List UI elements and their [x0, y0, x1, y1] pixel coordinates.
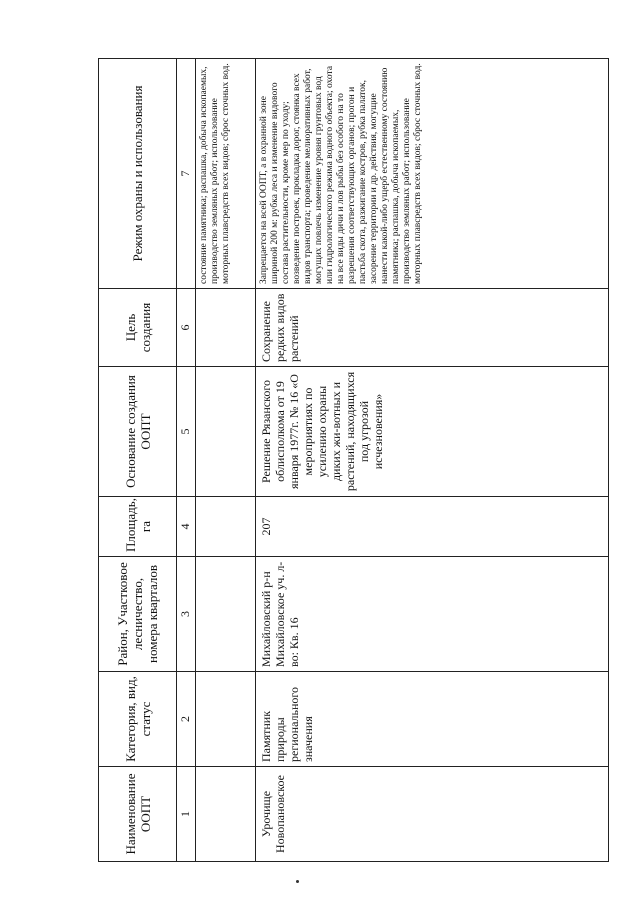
table-row [256, 59, 609, 862]
col-number: 6 [177, 289, 196, 367]
col-number: 2 [177, 672, 196, 767]
cell-empty [196, 497, 256, 557]
table-row-continuation [196, 59, 256, 862]
header-goal: Цель создания [99, 289, 177, 367]
header-row [99, 59, 177, 862]
header-area: Площадь, га [99, 497, 177, 557]
cell-empty [196, 672, 256, 767]
header-location: Район, Участковое лесничество, номера кварталов [99, 557, 177, 672]
cell-basis: Решение Рязанского облисполкома от 19 января 1977г. № 16 «О мероприятиях по усилению охраны диких жи-вотных и растений, находящихся под угрозой исчезновения» [256, 367, 609, 497]
col-number: 4 [177, 497, 196, 557]
col-number: 1 [177, 767, 196, 862]
cell-empty [196, 767, 256, 862]
cell-category: Памятник природы регионального значения [256, 672, 609, 767]
header-name: Наименование ООПТ [99, 767, 177, 862]
cell-regime: Запрещается на всей ООПТ, а в охранной зоне шириной 200 м: рубка леса и изменение видового состава растительности, кроме мер по уходу; возведение построек, прокладка дорог, стоянка всех видов транспорта; проведение мелиоративных работ, могущих повлечь изменение уровня грунтовых вод или гидрологического режима водного объекта; охота на все виды дичи и лов рыбы без особого на то разрешения соответствующих органов; прогон и пастьба скота, разжигание костров, рубка палаток, засорение территории и др. действия, могущие нанести какой-либо ущерб естественному состоянию памятника; распашка, добыча ископаемых, производство земляных работ; использование моторных плавсредств всех видов; сброс сточных вод. [256, 59, 609, 289]
scan-speck [296, 880, 299, 883]
col-number: 3 [177, 557, 196, 672]
cell-name: Урочище Новопановское [256, 767, 609, 862]
cell-area: 207 [256, 497, 609, 557]
cell-goal: Сохранение редких видов растений [256, 289, 609, 367]
cell-empty [196, 289, 256, 367]
rotated-document [98, 59, 609, 862]
header-basis: Основание создания ООПТ [99, 367, 177, 497]
col-number: 7 [177, 59, 196, 289]
column-number-row [177, 59, 196, 862]
col-number: 5 [177, 367, 196, 497]
header-regime: Режим охраны и использования [99, 59, 177, 289]
oopt-table [98, 58, 609, 862]
header-category: Категория, вид, статус [99, 672, 177, 767]
cell-empty [196, 367, 256, 497]
cell-empty [196, 557, 256, 672]
cell-regime-continuation: состояние памятника; распашка, добыча ископаемых, производство земляных работ; использование моторных плавсредств всех видов; сброс сточных вод. [196, 59, 256, 289]
cell-location: Михайловский р-н Михайловское уч. л-во: Кв. 16 [256, 557, 609, 672]
